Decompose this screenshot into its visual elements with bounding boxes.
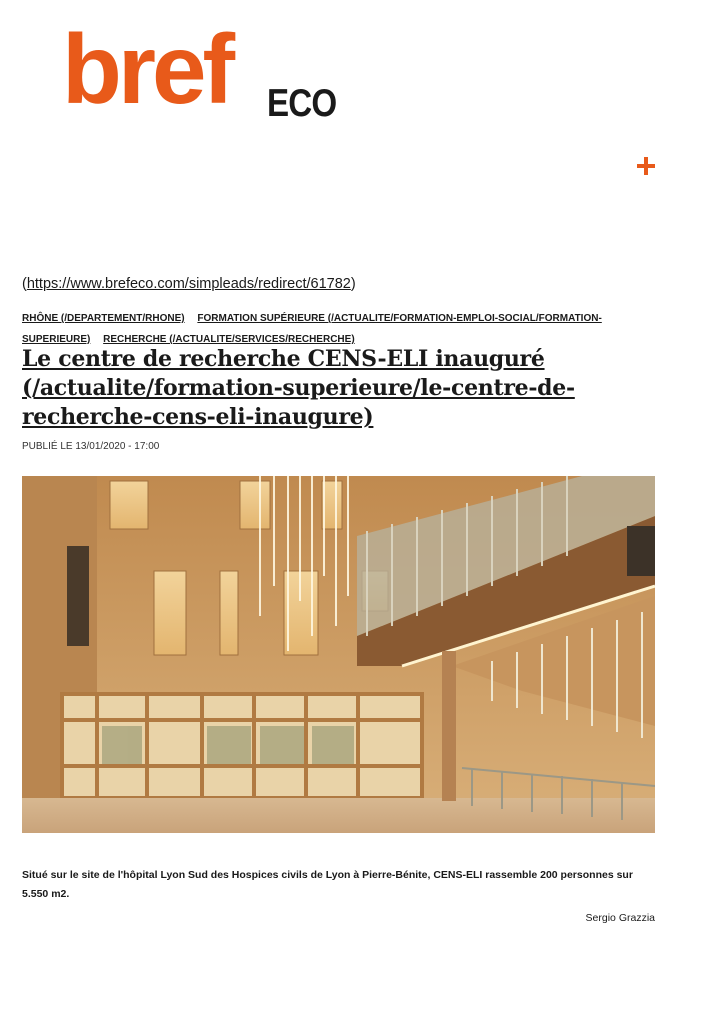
article-photo bbox=[22, 476, 655, 833]
publish-date: PUBLIÉ LE 13/01/2020 - 17:00 bbox=[22, 441, 160, 452]
article-title-link[interactable]: Le centre de recherche CENS-ELI inauguré (/actualite/formation-superieure/le-centre-de-recherche-cens-eli-inaugure) bbox=[22, 346, 575, 430]
category-link-formation-superieure[interactable]: FORMATION SUPÉRIEURE (/ACTUALITE/FORMATION-EMPLOI-SOCIAL/FORMATION-SUPERIEURE) bbox=[22, 313, 602, 345]
plus-icon[interactable] bbox=[636, 156, 656, 176]
redirect-url: https://www.brefeco.com/simpleads/redirect/61782 bbox=[26, 276, 351, 292]
photo-caption: Situé sur le site de l'hôpital Lyon Sud des Hospices civils de Lyon à Pierre-Bénite, CENS-ELI rassemble 200 personnes sur 5.550 m2. bbox=[22, 869, 633, 900]
article-title bbox=[22, 345, 642, 432]
category-links bbox=[22, 308, 632, 350]
ad-redirect-link[interactable] bbox=[22, 276, 356, 292]
close-paren: ) bbox=[350, 276, 356, 292]
open-paren: ( bbox=[22, 276, 27, 292]
logo-wordmark-eco: ECO bbox=[267, 82, 337, 125]
category-link-recherche[interactable]: RECHERCHE (/ACTUALITE/SERVICES/RECHERCHE) bbox=[103, 334, 355, 345]
logo-wordmark-bref: bref bbox=[62, 14, 232, 124]
interior-atrium-photo bbox=[22, 476, 655, 833]
category-link-rhone[interactable]: RHÔNE (/DEPARTEMENT/RHONE) bbox=[22, 313, 185, 324]
photo-credit: Sergio Grazzia bbox=[585, 912, 655, 924]
brand-logo[interactable] bbox=[62, 14, 342, 130]
